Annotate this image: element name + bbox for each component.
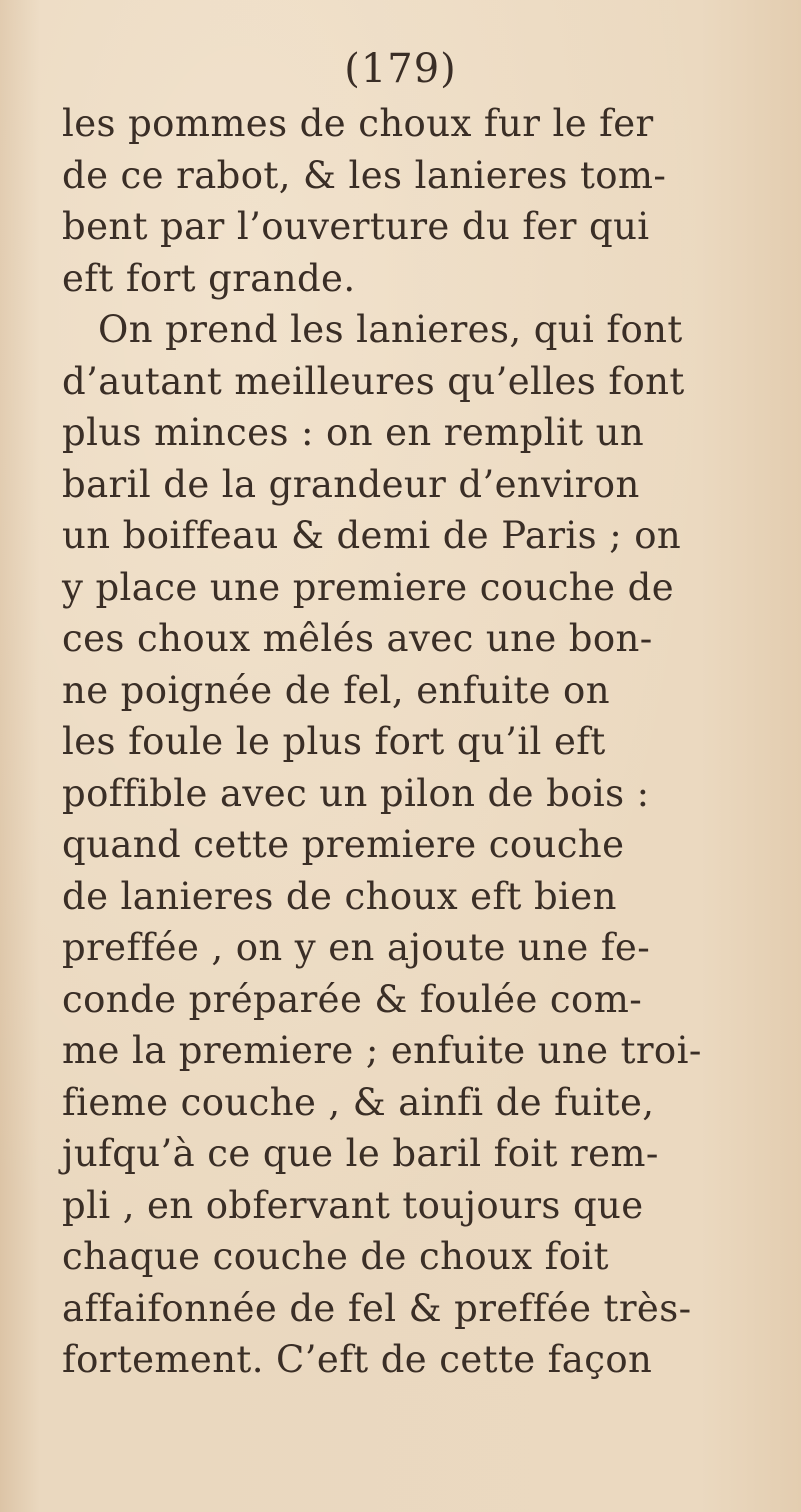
text-line: fieme couche , & ainfi de fuite,: [62, 1080, 655, 1124]
text-line: poffible avec un pilon de bois :: [62, 771, 650, 815]
text-line: jufqu’à ce que le baril foit rem-: [62, 1132, 659, 1175]
text-line: baril de la grandeur d’environ: [62, 462, 640, 506]
text-line: eft fort grande.: [62, 256, 356, 300]
text-line: y place une premiere couche de: [62, 565, 674, 609]
page-number: (179): [344, 46, 457, 92]
text-line: conde préparée & foulée com-: [62, 977, 643, 1021]
text-line: les foule le plus fort qu’il eft: [62, 720, 606, 763]
text-line: de lanieres de choux eft bien: [62, 874, 617, 918]
text-line: d’autant meilleures qu’elles font: [62, 359, 685, 403]
text-line: On prend les lanieres, qui font: [98, 308, 683, 351]
text-line: pli , en obfervant toujours que: [62, 1183, 644, 1227]
text-line: affaifonnée de fel & preffée très-: [62, 1286, 692, 1330]
text-line: ces choux mêlés avec une bon-: [62, 617, 653, 660]
body-text: [62, 98, 762, 1386]
text-line: chaque couche de choux foit: [62, 1235, 609, 1278]
text-line: me la premiere ; enfuite une troi-: [62, 1029, 702, 1072]
text-line: les pommes de choux fur le fer: [62, 102, 654, 145]
text-line: plus minces : on en remplit un: [62, 411, 645, 454]
text-line: un boiffeau & demi de Paris ; on: [62, 514, 682, 557]
text-line: ne poignée de fel, enfuite on: [62, 668, 610, 712]
text-line: fortement. C’eft de cette façon: [62, 1338, 653, 1381]
text-line: quand cette premiere couche: [62, 823, 625, 866]
text-line: bent par l’ouverture du fer qui: [62, 205, 650, 248]
text-line: preffée , on y en ajoute une fe-: [62, 926, 651, 969]
text-line: de ce rabot, & les lanieres tom-: [62, 153, 667, 197]
